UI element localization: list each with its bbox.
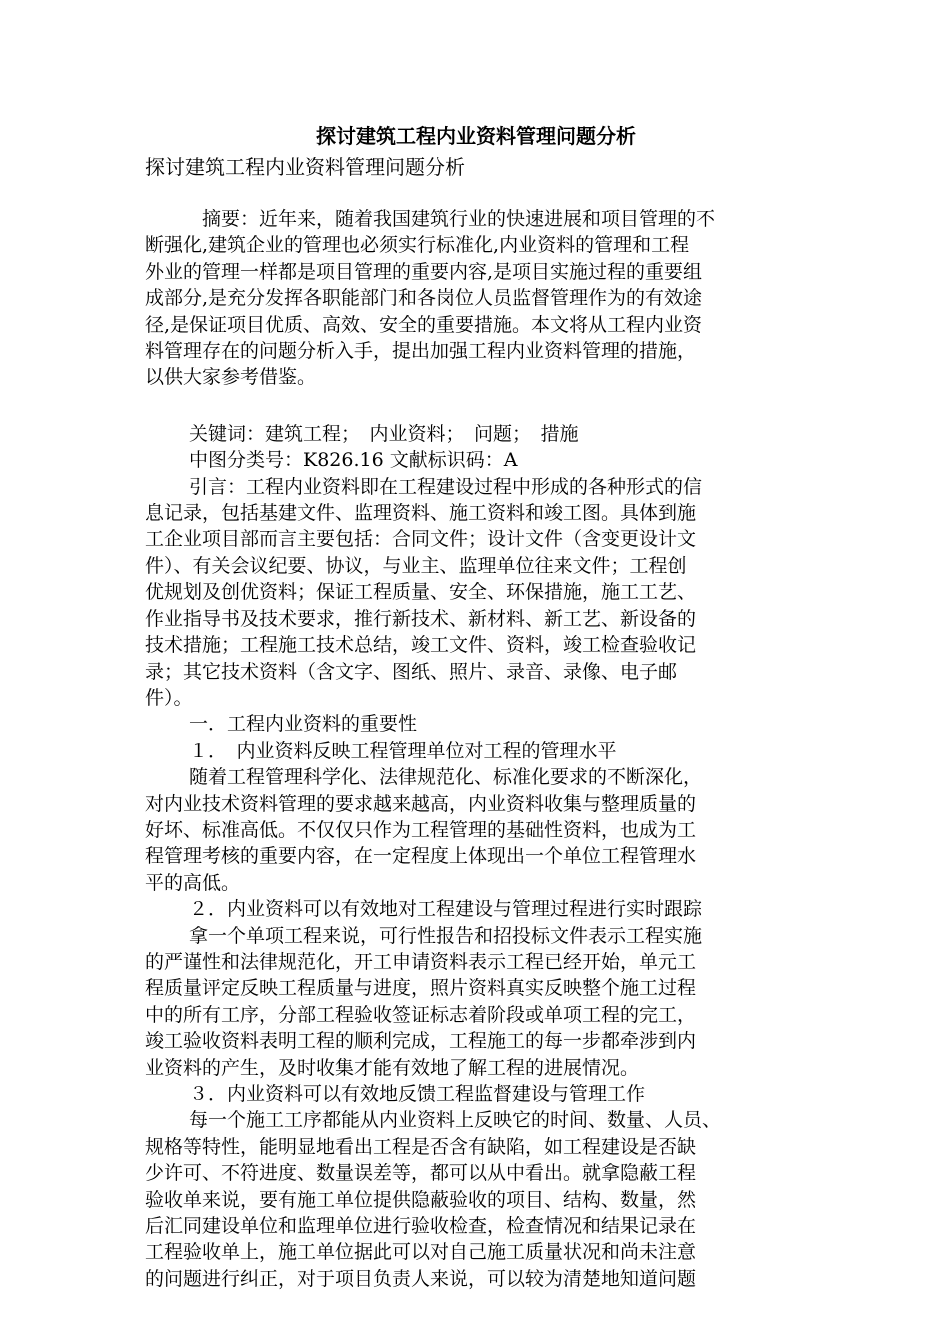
intro-line: 作业指导书及技术要求，推行新技术、新材料、新工艺、新设备的 — [145, 607, 697, 630]
intro-line: 工企业项目部而言主要包括：合同文件；设计文件（含变更设计文 — [145, 528, 697, 551]
body-line: 程质量评定反映工程质量与进度，照片资料真实反映整个施工过程 — [145, 977, 697, 1000]
body-line: 每一个施工工序都能从内业资料上反映它的时间、数量、人员、 — [189, 1109, 722, 1132]
body-line: 验收单来说，要有施工单位提供隐蔽验收的项目、结构、数量，然 — [145, 1188, 697, 1211]
document-page — [145, 120, 807, 1292]
classification-code: 中图分类号：K826.16 文献标识码：A — [189, 449, 518, 472]
spacer — [145, 391, 807, 421]
body-line: 平的高低。 — [145, 871, 241, 894]
abstract-line: 外业的管理一样都是项目管理的重要内容,是项目实施过程的重要组 — [145, 260, 703, 283]
body-line: 对内业技术资料管理的要求越来越高，内业资料收集与整理质量的 — [145, 792, 697, 815]
intro-paragraph — [145, 474, 807, 712]
body-line: 少许可、不符进度、数量误差等，都可以从中看出。就拿隐蔽工程 — [145, 1162, 697, 1185]
intro-line: 录；其它技术资料（含文字、图纸、照片、录音、录像、电子邮 — [145, 660, 678, 683]
subsection-heading: ３．内业资料可以有效地反馈工程监督建设与管理工作 — [189, 1083, 646, 1105]
intro-line: 优规划及创优资料；保证工程质量、安全、环保措施，施工工艺、 — [145, 581, 697, 604]
document-subtitle: 探讨建筑工程内业资料管理问题分析 — [145, 155, 465, 179]
body-line: 的严谨性和法律规范化，开工申请资料表示工程已经开始，单元工 — [145, 950, 697, 973]
body-line: 随着工程管理科学化、法律规范化、标准化要求的不断深化， — [189, 766, 703, 789]
document-title: 探讨建筑工程内业资料管理问题分析 — [316, 124, 636, 148]
intro-line: 息记录，包括基建文件、监理资料、施工资料和竣工图。具体到施 — [145, 502, 697, 525]
body-line: 业资料的产生，及时收集才能有效地了解工程的进展情况。 — [145, 1056, 640, 1079]
abstract-paragraph — [145, 206, 807, 391]
intro-line: 件）、有关会议纪要、协议，与业主、监理单位往来文件；工程创 — [145, 554, 687, 577]
subsection-1-paragraph — [145, 764, 807, 896]
section-heading: 一．工程内业资料的重要性 — [189, 713, 418, 736]
intro-line: 技术措施；工程施工技术总结，竣工文件、资料，竣工检查验收记 — [145, 634, 697, 657]
body-line: 程管理考核的重要内容，在一定程度上体现出一个单位工程管理水 — [145, 845, 697, 868]
subsection-heading: ２．内业资料可以有效地对工程建设与管理过程进行实时跟踪 — [189, 898, 703, 921]
intro-line: 引言：工程内业资料即在工程建设过程中形成的各种形式的信 — [189, 475, 703, 498]
abstract-line: 成部分,是充分发挥各职能部门和各岗位人员监督管理作为的有效途 — [145, 287, 703, 310]
subsection-heading: １． 内业资料反映工程管理单位对工程的管理水平 — [189, 739, 617, 762]
body-line: 竣工验收资料表明工程的顺利完成，工程施工的每一步都牵涉到内 — [145, 1030, 697, 1053]
body-line: 规格等特性，能明显地看出工程是否含有缺陷，如工程建设是否缺 — [145, 1135, 697, 1158]
subsection-3-paragraph — [145, 1107, 807, 1292]
abstract-line: 以供大家参考借鉴。 — [145, 366, 317, 389]
abstract-line: 断强化,建筑企业的管理也必须实行标准化,内业资料的管理和工程 — [145, 234, 690, 257]
body-line: 后汇同建设单位和监理单位进行验收检查，检查情况和结果记录在 — [145, 1215, 697, 1238]
body-line: 拿一个单项工程来说，可行性报告和招投标文件表示工程实施 — [189, 924, 703, 947]
body-line: 工程验收单上，施工单位据此可以对自己施工质量状况和尚未注意 — [145, 1241, 697, 1264]
body-line: 中的所有工序，分部工程验收签证标志着阶段或单项工程的完工， — [145, 1003, 697, 1026]
body-line: 好坏、标准高低。不仅仅只作为工程管理的基础性资料，也成为工 — [145, 818, 697, 841]
abstract-line: 径,是保证项目优质、高效、安全的重要措施。本文将从工程内业资 — [145, 313, 703, 336]
body-line: 的问题进行纠正，对于项目负责人来说，可以较为清楚地知道问题 — [145, 1267, 697, 1290]
abstract-line: 料管理存在的问题分析入手，提出加强工程内业资料管理的措施， — [145, 340, 697, 363]
intro-line: 件）。 — [145, 686, 193, 709]
abstract-line: 摘要：近年来，随着我国建筑行业的快速进展和项目管理的不 — [202, 208, 716, 230]
keywords: 关键词：建筑工程； 内业资料； 问题； 措施 — [189, 422, 579, 445]
subsection-2-paragraph — [145, 923, 807, 1081]
